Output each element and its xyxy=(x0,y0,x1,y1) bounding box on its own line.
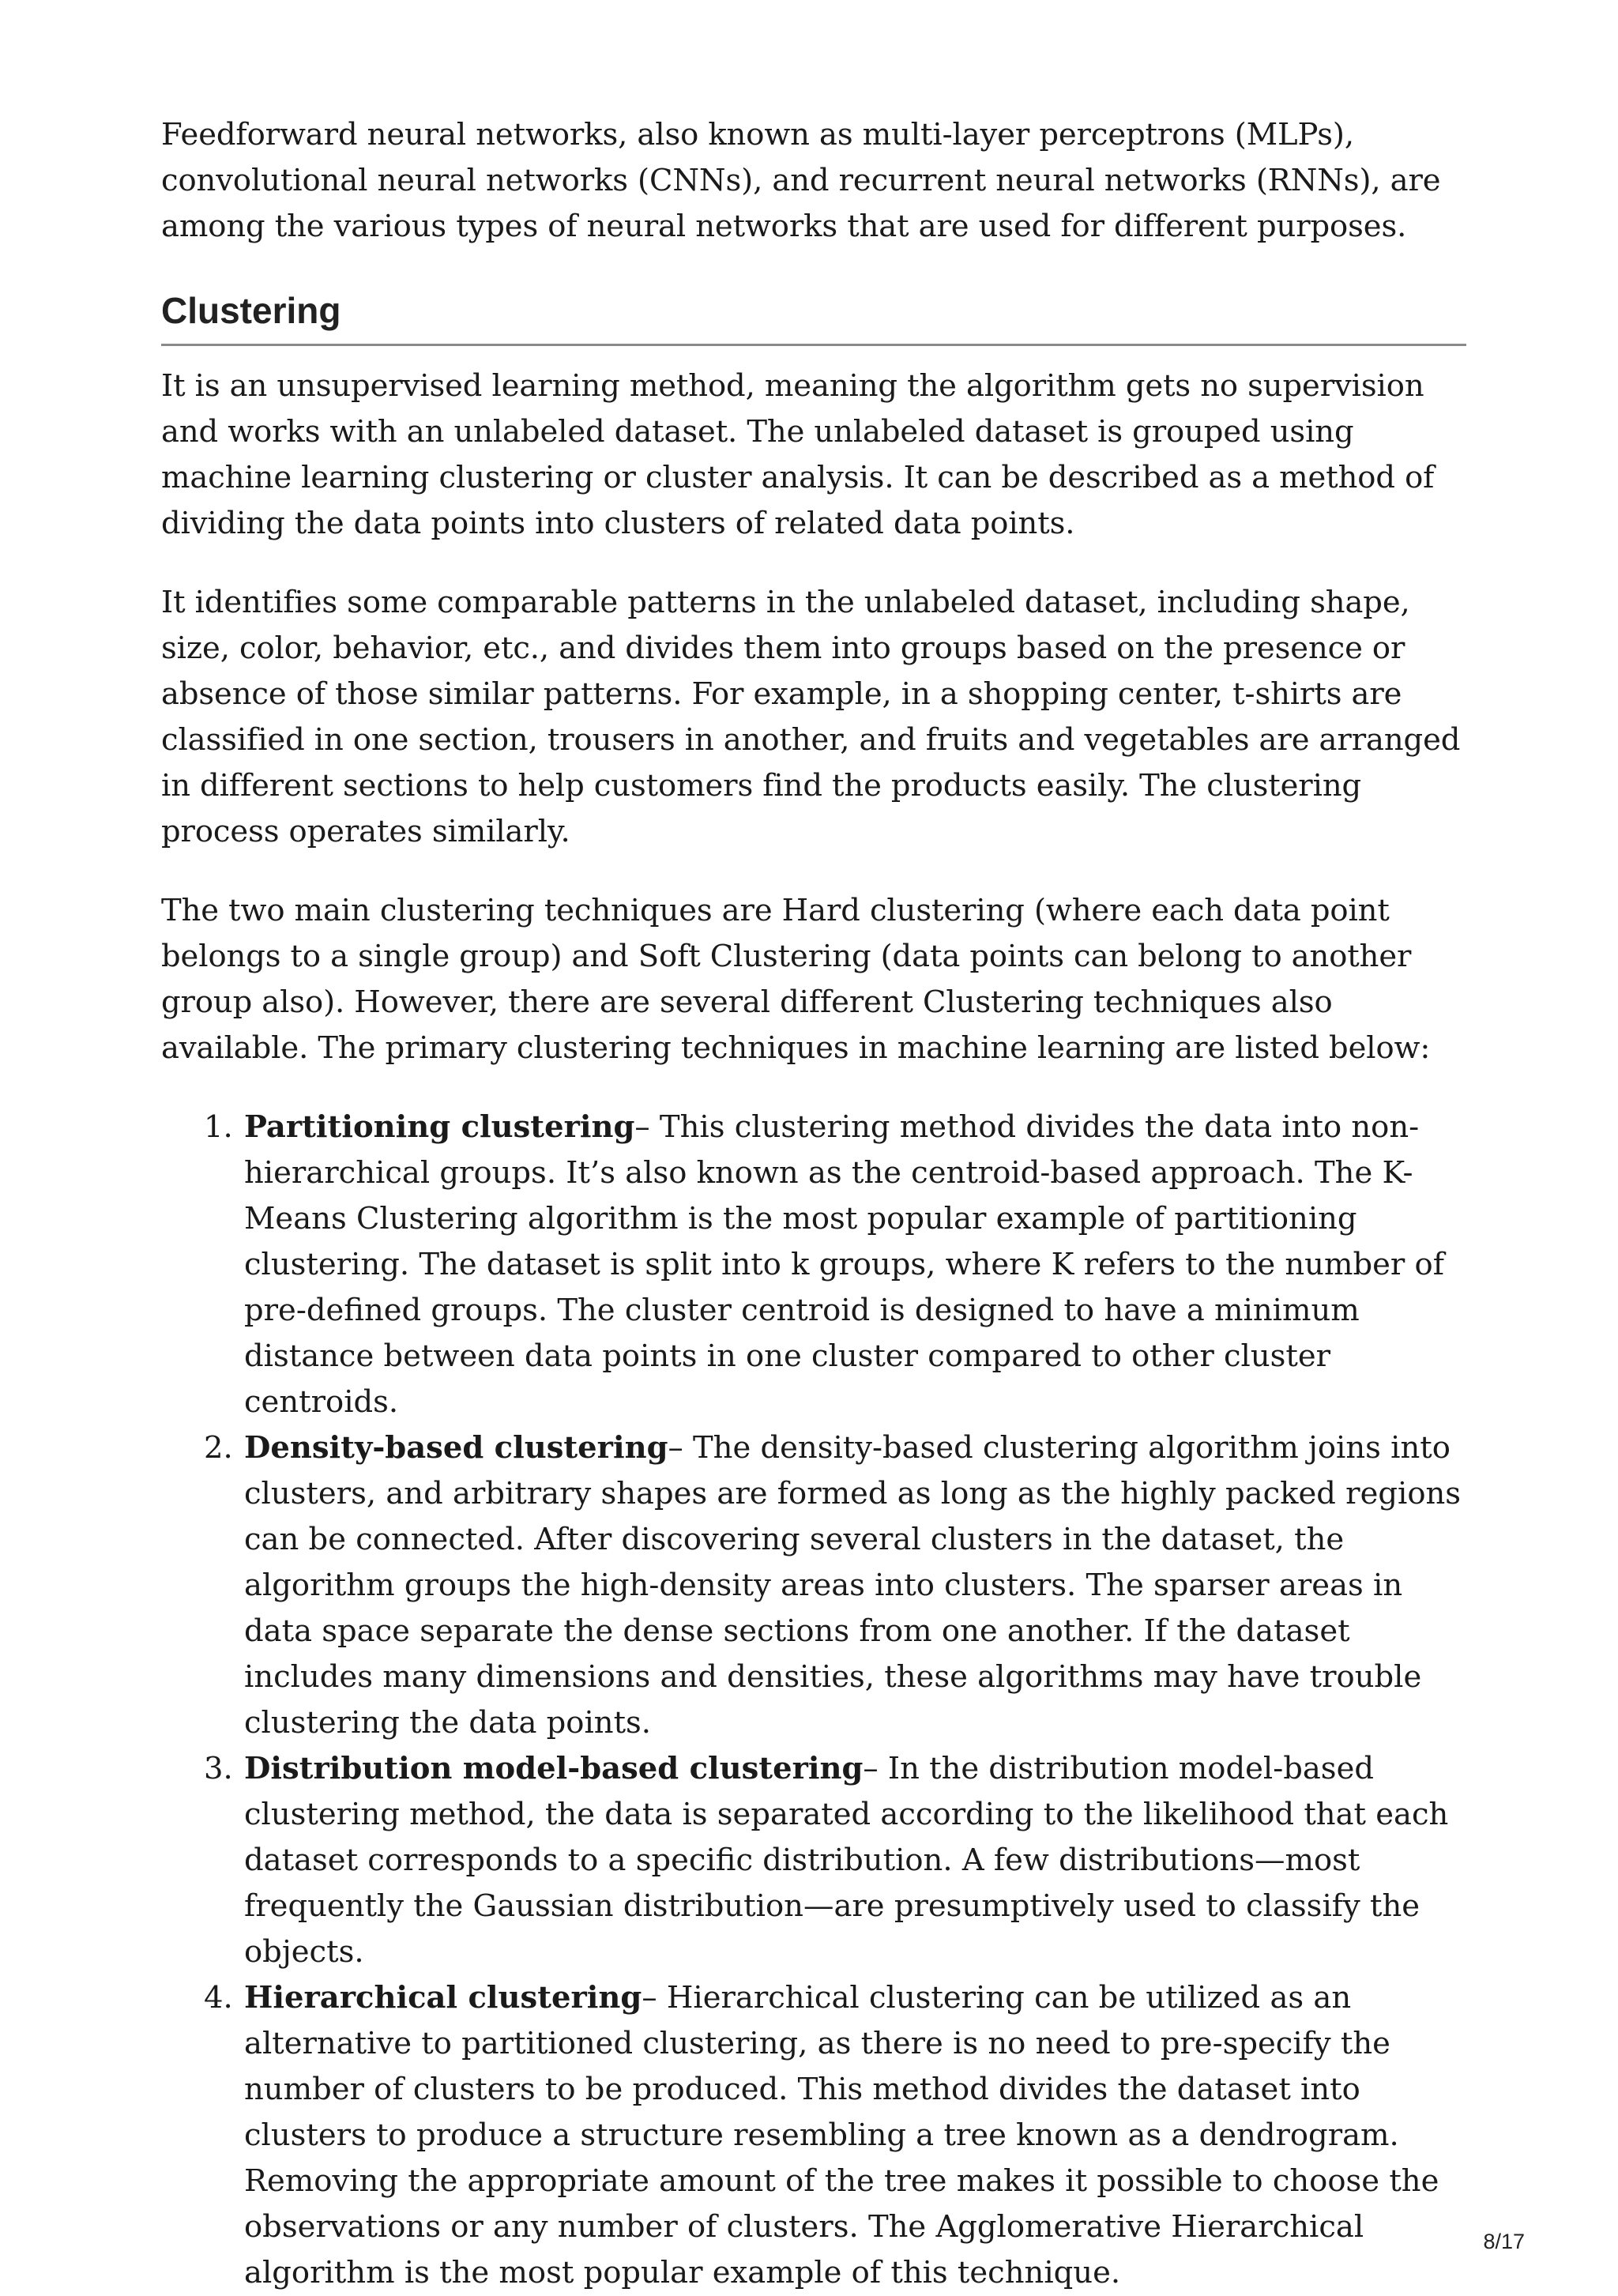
list-item-term: Density-based clustering xyxy=(244,1430,668,1466)
list-item xyxy=(243,1975,1466,2296)
section-heading: Clustering xyxy=(161,288,1466,346)
list-item xyxy=(243,1746,1466,1975)
clustering-techniques-list xyxy=(161,1105,1466,2296)
intro-paragraph: Feedforward neural networks, also known as multi-layer perceptrons (MLPs), convolutional neural networks (CNNs), and recurrent neural networks (RNNs), are among the various types of neural networks that are used for different purposes. xyxy=(161,117,1441,244)
body-paragraph-1: It is an unsupervised learning method, meaning the algorithm gets no supervision and works with an unlabeled dataset. The unlabeled dataset is grouped using machine learning clustering or cluster analysis. It can be described as a method of dividing the data points into clusters of related data points. xyxy=(161,368,1435,541)
body-paragraph-3: The two main clustering techniques are Hard clustering (where each data point belongs to a single group) and Soft Clustering (data points can belong to another group also). However, there are several different Clustering techniques also available. The primary clustering techniques in machine learning are listed below: xyxy=(161,893,1431,1066)
page-number: 8/17 xyxy=(1483,2230,1525,2253)
list-item-text: – This clustering method divides the data into non-hierarchical groups. It’s also known as the centroid-based approach. The K-Means Clustering algorithm is the most popular example of partitioning clustering. The dataset is split into k groups, where K refers to the number of pre-defined groups. The cluster centroid is designed to have a minimum distance between data points in one cluster compared to other cluster centroids. xyxy=(244,1109,1444,1420)
list-item-term: Hierarchical clustering xyxy=(244,1980,642,2016)
body-paragraph-2: It identifies some comparable patterns in the unlabeled dataset, including shape, size, color, behavior, etc., and divides them into groups based on the presence or absence of those similar patterns. For example, in a shopping center, t-shirts are classified in one section, trousers in another, and fruits and vegetables are arranged in different sections to help customers find the products easily. The clustering process operates similarly. xyxy=(161,585,1461,849)
list-item xyxy=(243,1425,1466,1746)
list-item-text: – In the distribution model-based clustering method, the data is separated according to the likelihood that each dataset corresponds to a specific distribution. A few distributions—most frequently the Gaussian distribution—are presumptively used to classify the objects. xyxy=(244,1751,1449,1970)
list-item-text: – Hierarchical clustering can be utilized as an alternative to partitioned clustering, as there is no need to pre-specify the number of clusters to be produced. This method divides the dataset into clusters to produce a structure resembling a tree known as a dendrogram. Removing the appropriate amount of the tree makes it possible to choose the observations or any number of clusters. The Agglomerative Hierarchical algorithm is the most popular example of this technique. xyxy=(244,1980,1439,2290)
list-item-text: – The density-based clustering algorithm joins into clusters, and arbitrary shapes are formed as long as the highly packed regions can be connected. After discovering several clusters in the dataset, the algorithm groups the high-density areas into clusters. The sparser areas in data space separate the dense sections from one another. If the dataset includes many dimensions and densities, these algorithms may have trouble clustering the data points. xyxy=(244,1430,1462,1741)
list-item xyxy=(243,1105,1466,1425)
list-item-term: Distribution model-based clustering xyxy=(244,1751,864,1786)
list-item-term: Partitioning clustering xyxy=(244,1109,635,1145)
document-page xyxy=(161,112,1466,2296)
